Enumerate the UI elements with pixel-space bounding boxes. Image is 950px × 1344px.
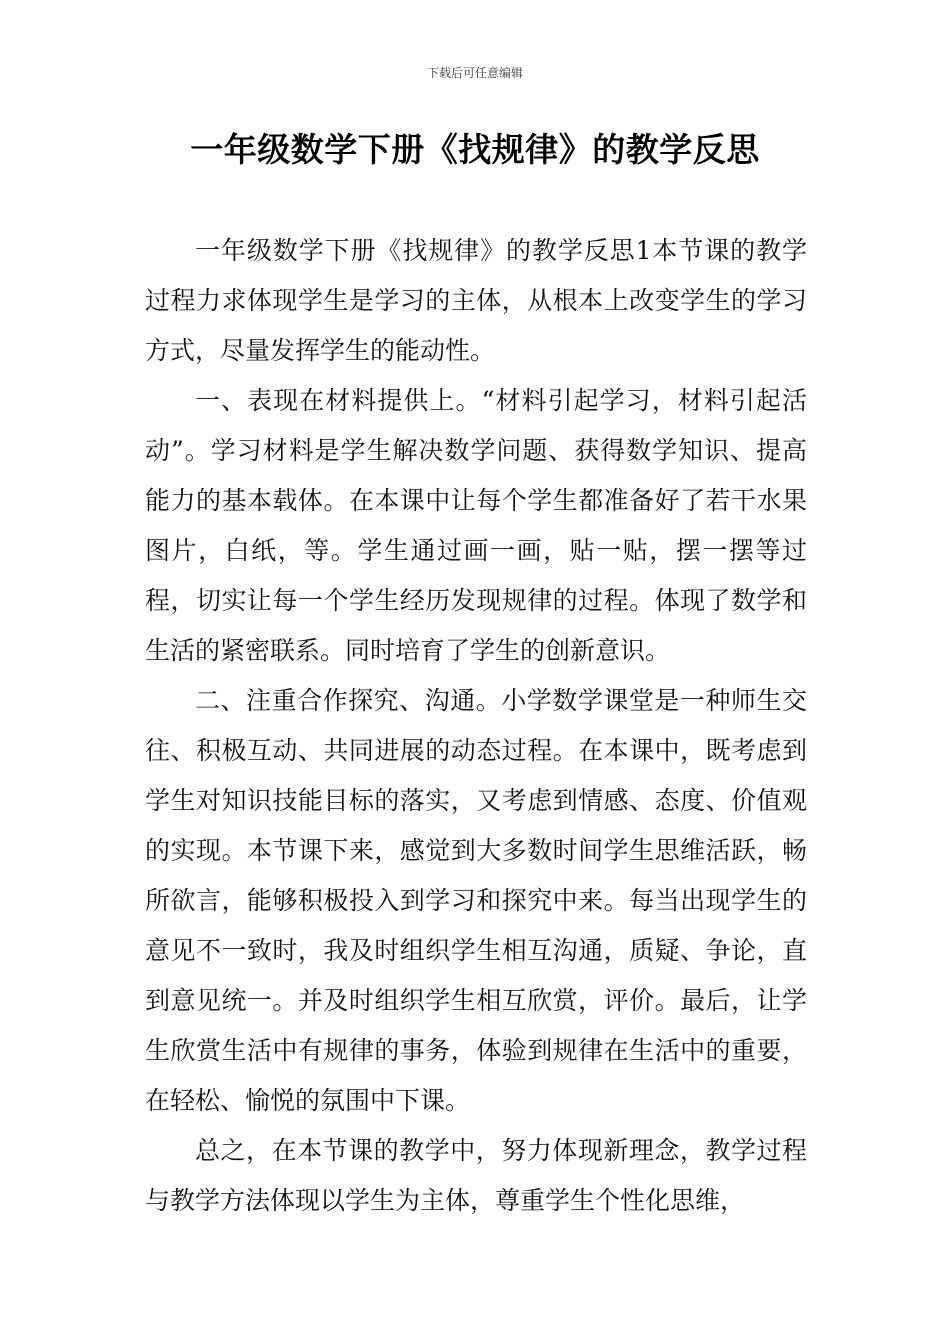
paragraph-intro: 一年级数学下册《找规律》的教学反思1本节课的教学过程力求体现学生是学习的主体，从根本上改变学生的学习方式，尽量发挥学生的能动性。 — [145, 236, 807, 365]
paragraph-cooperation: 二、注重合作探究、沟通。小学数学课堂是一种师生交往、积极互动、共同进展的动态过程。在本课中，既考虑到学生对知识技能目标的落实，又考虑到情感、态度、价值观的实现。本节课下来，感觉到大多数时间学生思维活跃，畅所欲言，能够积极投入到学习和探究中来。每当出现学生的意见不一致时，我及时组织学生相互沟通，质疑、争论，直到意见统一。并及时组织学生相互欣赏，评价。最后，让学生欣赏生活中有规律的事务，体验到规律在生活中的重要，在轻松、愉悦的氛围中下课。 — [145, 686, 807, 1115]
paragraph-materials: 一、表现在材料提供上。“材料引起学习，材料引起活动”。学习材料是学生解决数学问题、获得数学知识、提高能力的基本载体。在本课中让每个学生都准备好了若干水果图片，白纸，等。学生通过画一画，贴一贴，摆一摆等过程，切实让每一个学生经历发现规律的过程。体现了数学和生活的紧密联系。同时培育了学生的创新意识。 — [145, 386, 807, 665]
paragraph-summary: 总之，在本节课的教学中，努力体现新理念，教学过程与教学方法体现以学生为主体，尊重学生个性化思维， — [145, 1136, 807, 1215]
document-body — [145, 226, 807, 1226]
header-note: 下载后可任意编辑 — [426, 66, 523, 80]
document-title: 一年级数学下册《找规律》的教学反思 — [190, 130, 760, 169]
